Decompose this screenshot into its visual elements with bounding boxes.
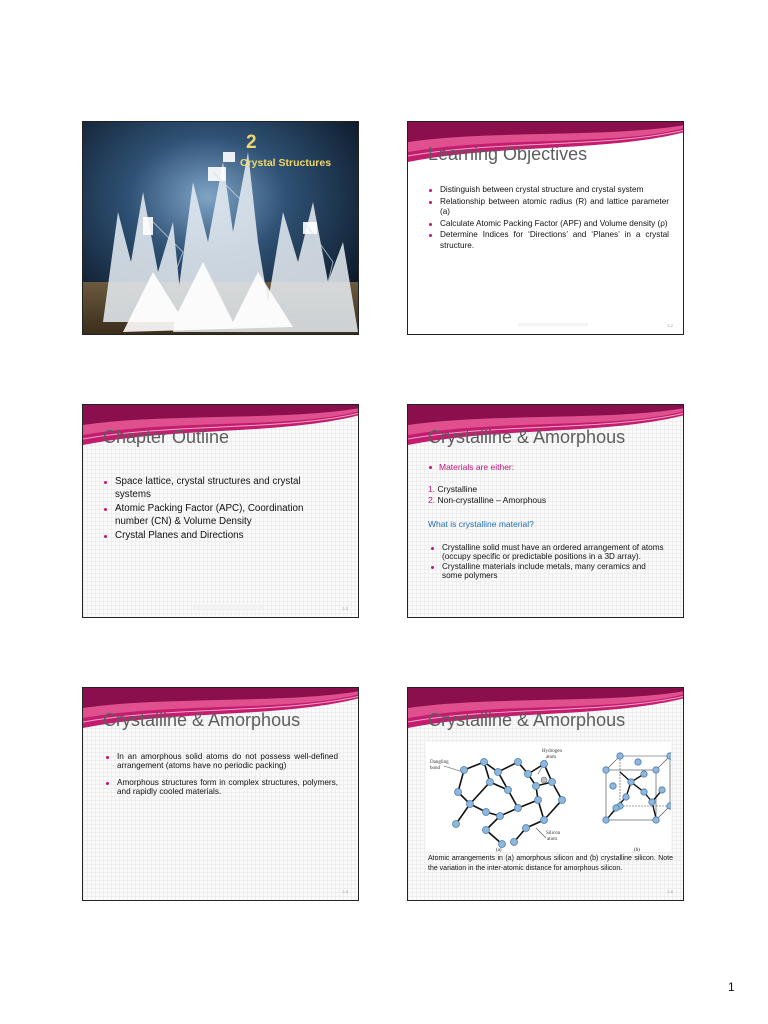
item-number: 1. (428, 484, 436, 494)
item-text: Non-crystalline – Amorphous (437, 495, 547, 505)
figure-caption: Atomic arrangements in (a) amorphous silicon and (b) crystalline silicon. Note the variation in the inter-atomic distance for amorphous silicon. (428, 855, 673, 872)
label-silicon: Silicon (546, 831, 561, 836)
chapter-subtitle: Crystal Structures (240, 157, 332, 169)
slide-1 (82, 121, 359, 335)
label-hydrogen: Hydrogen (542, 749, 562, 754)
slide-title: Crystalline & Amorphous (428, 427, 626, 447)
list-item: Amorphous structures form in complex structures, polymers, and rapidly cooled materials. (103, 778, 338, 796)
slide-page-number: 2-6 (667, 889, 673, 894)
label-dangling: Dangling (430, 760, 449, 765)
list-item: Crystal Planes and Directions (101, 530, 336, 543)
amorphous-list (103, 752, 338, 797)
hydrogen-atom (541, 777, 547, 783)
list-item (428, 484, 546, 495)
intro-text: Materials are either: (428, 462, 514, 472)
label-silicon-atom: atom (547, 837, 557, 842)
slide-title: Learning Objectives (428, 144, 588, 164)
list-item: Distinguish between crystal structure and crystal system (426, 185, 669, 196)
label-hydrogen-atom: atom (546, 755, 556, 760)
slide-2 (407, 121, 684, 335)
page-number: 1 (728, 980, 735, 994)
label-bond: bond (430, 766, 440, 771)
list-item: Crystalline solid must have an ordered arrangement of atoms (occupy specific or predictable positions in a 3D array). (428, 543, 668, 561)
question-text: What is crystalline material? (428, 519, 534, 529)
outline-list (101, 476, 336, 545)
list-item: Relationship between atomic radius (R) and lattice parameter (a) (426, 197, 669, 218)
crystalline-list (428, 543, 668, 581)
item-text: Crystalline (437, 484, 478, 494)
list-item (428, 495, 546, 506)
slide-title: Crystalline & Amorphous (428, 710, 626, 730)
numbered-list (428, 484, 546, 506)
footer (518, 323, 588, 326)
slide-3 (82, 404, 359, 618)
slide-page-number: 2-3 (342, 606, 348, 611)
silicon-structure-figure (426, 742, 671, 852)
label-a: (a) (496, 848, 502, 852)
chapter-number: 2 (246, 132, 257, 153)
slide-5 (82, 687, 359, 901)
slide-title: Chapter Outline (103, 427, 230, 447)
list-item: In an amorphous solid atoms do not possess well-defined arrangement (atoms have no periodic packing) (103, 752, 338, 770)
list-item: Determine Indices for ‘Directions’ and ‘Planes’ in a crystal structure. (426, 230, 669, 251)
slide-page-number: 2-2 (667, 323, 673, 328)
list-item: Crystalline materials include metals, many ceramics and some polymers (428, 562, 668, 580)
list-item: Atomic Packing Factor (APC), Coordination number (CN) & Volume Density (101, 503, 336, 528)
slide-title: Crystalline & Amorphous (103, 710, 301, 730)
objectives-list (426, 185, 669, 252)
label-b: (b) (634, 848, 640, 852)
footer (193, 606, 263, 609)
list-item: Space lattice, crystal structures and crystal systems (101, 476, 336, 501)
slide-4 (407, 404, 684, 618)
slide-page-number: 2-5 (342, 889, 348, 894)
list-item: Calculate Atomic Packing Factor (APF) and Volume density (ρ) (426, 219, 669, 230)
crystal-photo (83, 122, 359, 335)
slide-6 (407, 687, 684, 901)
item-number: 2. (428, 495, 436, 505)
